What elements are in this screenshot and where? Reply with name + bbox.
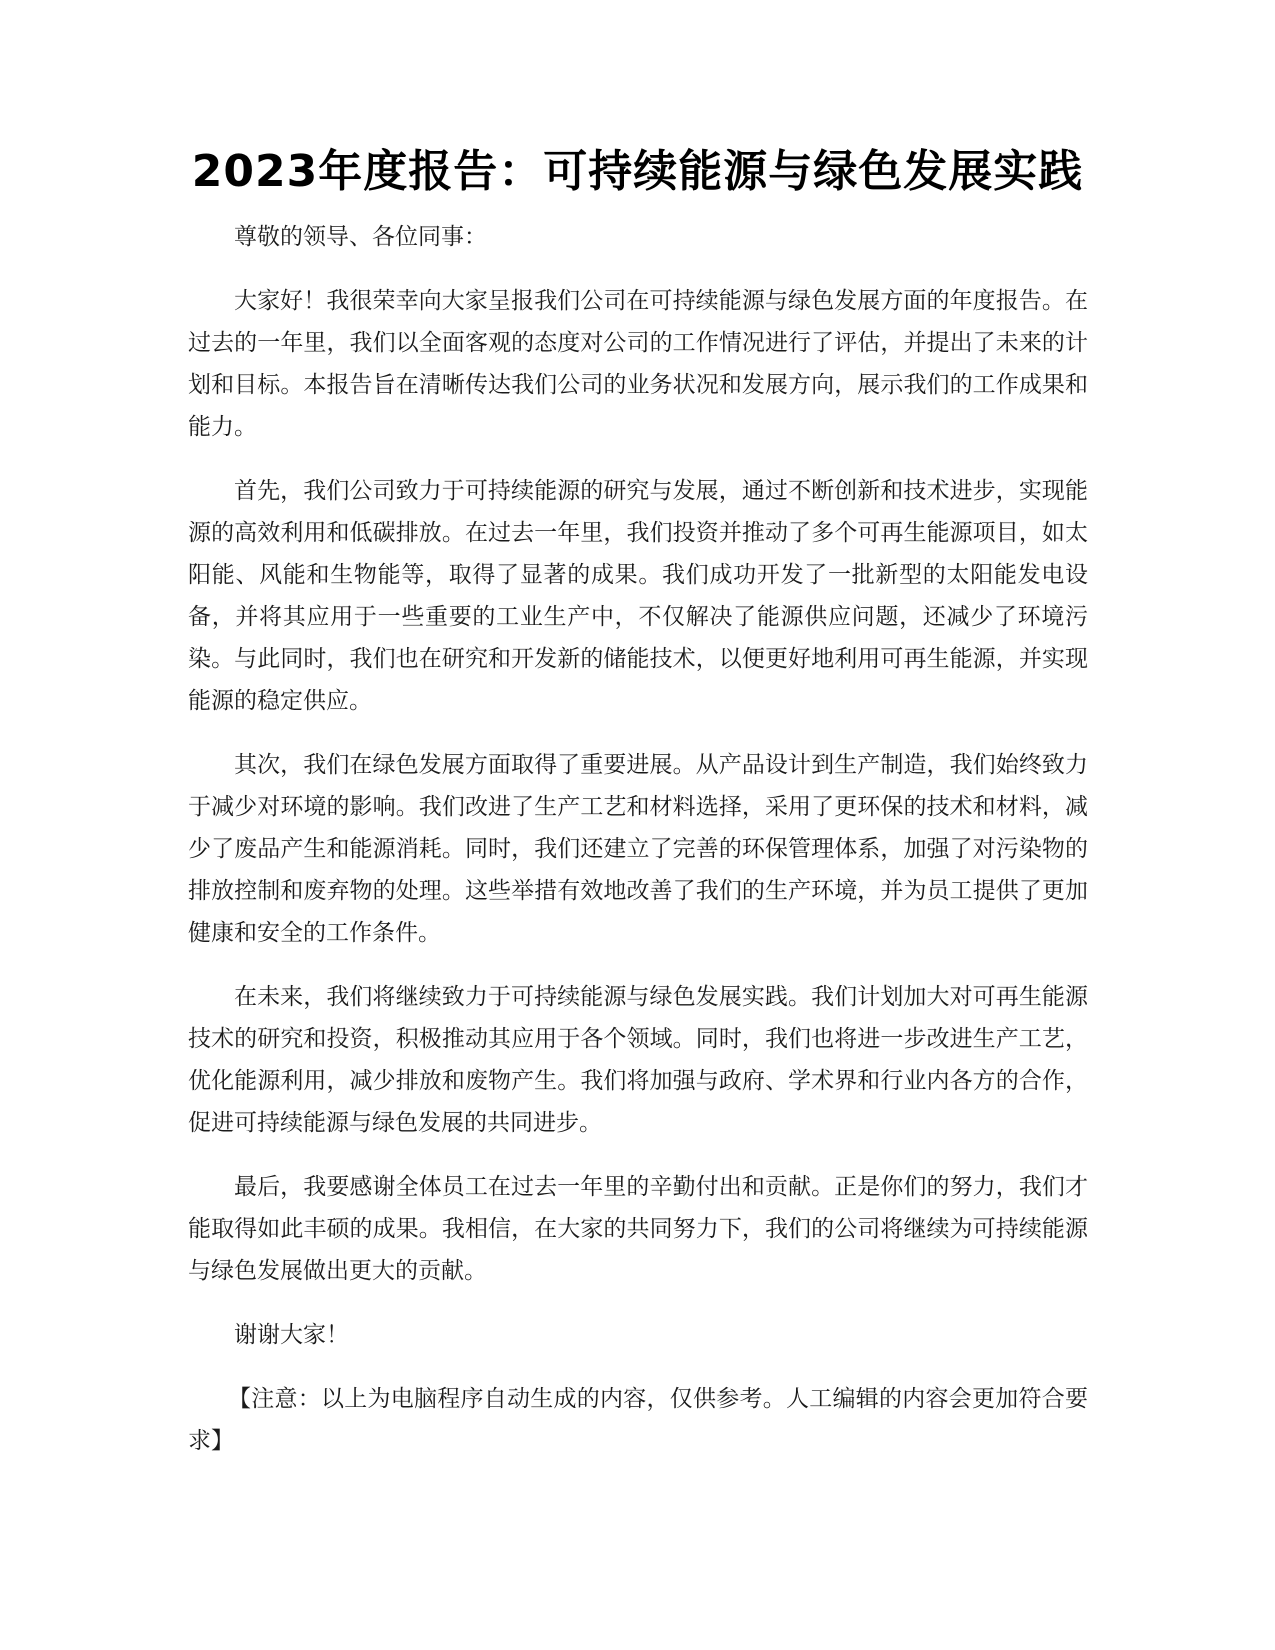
page-title: 2023年度报告：可持续能源与绿色发展实践 [191,146,1084,197]
paragraph-intro: 大家好！我很荣幸向大家呈报我们公司在可持续能源与绿色发展方面的年度报告。在过去的一年里，我们以全面客观的态度对公司的工作情况进行了评估，并提出了未来的计划和目标。本报告旨在清晰传达我们公司的业务状况和发展方向，展示我们的工作成果和能力。 [188,288,1088,440]
paragraph-future: 在未来，我们将继续致力于可持续能源与绿色发展实践。我们计划加大对可再生能源技术的研究和投资，积极推动其应用于各个领域。同时，我们也将进一步改进生产工艺，优化能源利用，减少排放和废物产生。我们将加强与政府、学术界和行业内各方的合作，促进可持续能源与绿色发展的共同进步。 [188,984,1088,1136]
disclaimer-note: 【注意：以上为电脑程序自动生成的内容，仅供参考。人工编辑的内容会更加符合要求】 [188,1386,1088,1454]
closing-thanks: 谢谢大家！ [234,1322,349,1348]
paragraph-energy: 首先，我们公司致力于可持续能源的研究与发展，通过不断创新和技术进步，实现能源的高效利用和低碳排放。在过去一年里，我们投资并推动了多个可再生能源项目，如太阳能、风能和生物能等，取得了显著的成果。我们成功开发了一批新型的太阳能发电设备，并将其应用于一些重要的工业生产中，不仅解决了能源供应问题，还减少了环境污染。与此同时，我们也在研究和开发新的储能技术，以便更好地利用可再生能源，并实现能源的稳定供应。 [188,478,1088,714]
document-body [188,216,1088,1484]
paragraph-thanks-staff: 最后，我要感谢全体员工在过去一年里的辛勤付出和贡献。正是你们的努力，我们才能取得如此丰硕的成果。我相信，在大家的共同努力下，我们的公司将继续为可持续能源与绿色发展做出更大的贡献。 [188,1174,1088,1284]
salutation: 尊敬的领导、各位同事： [234,224,487,250]
paragraph-green-development: 其次，我们在绿色发展方面取得了重要进展。从产品设计到生产制造，我们始终致力于减少对环境的影响。我们改进了生产工艺和材料选择，采用了更环保的技术和材料，减少了废品产生和能源消耗。同时，我们还建立了完善的环保管理体系，加强了对污染物的排放控制和废弃物的处理。这些举措有效地改善了我们的生产环境，并为员工提供了更加健康和安全的工作条件。 [188,752,1088,946]
